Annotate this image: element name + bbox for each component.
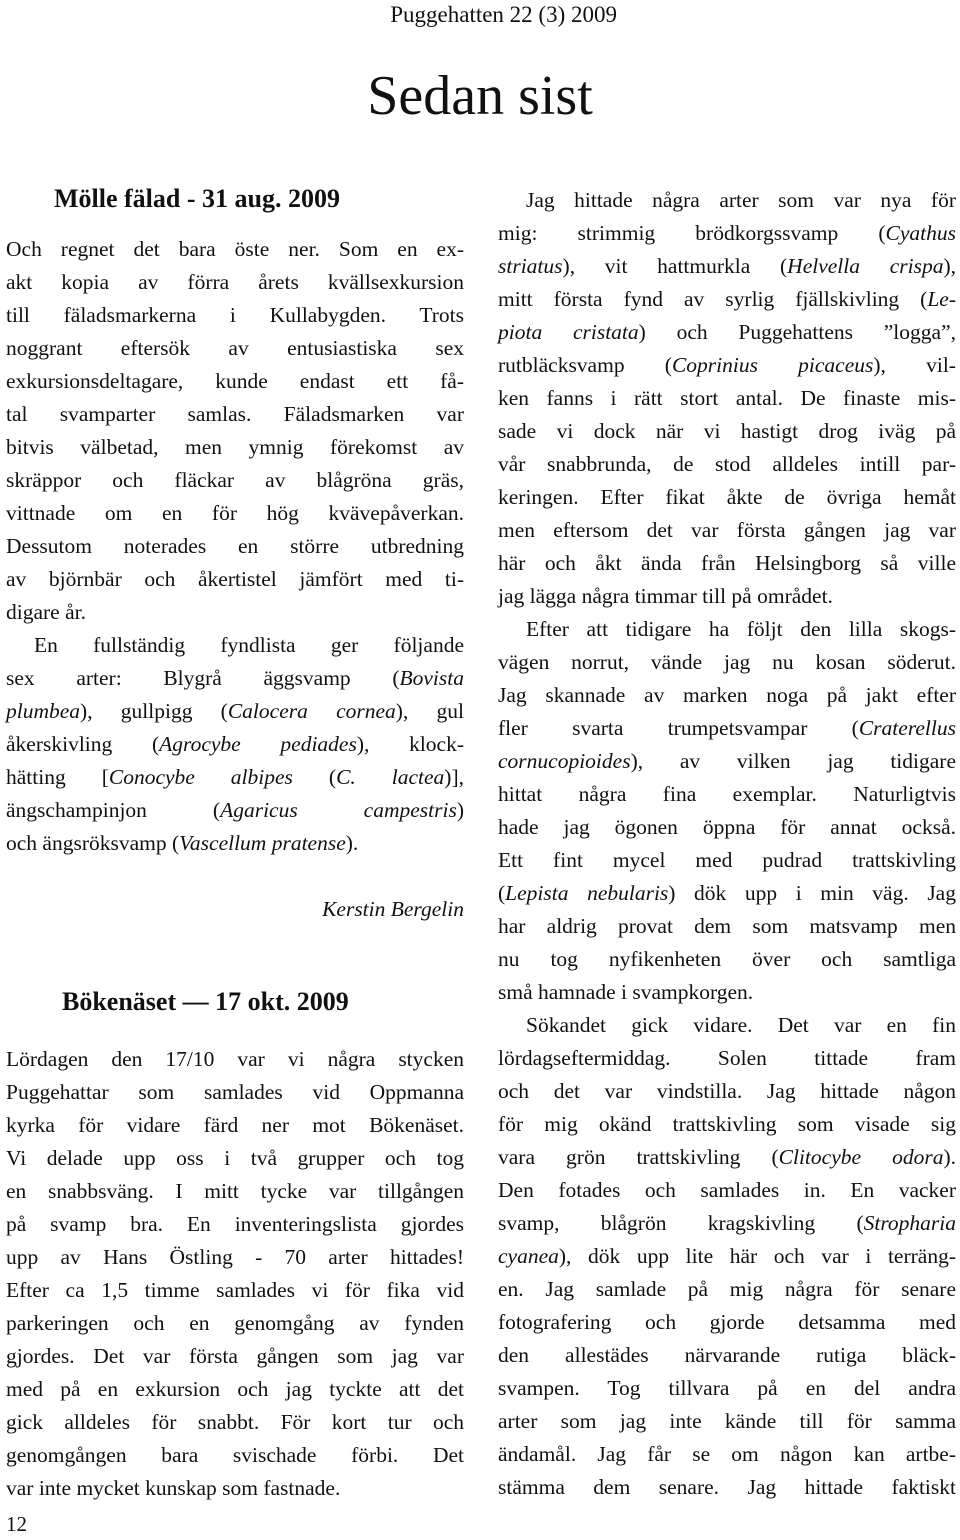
right-line: jag lägga några timmar till på området.	[498, 584, 833, 608]
right-line: ändamål. Jag får se om någon kan artbe-	[498, 1442, 956, 1466]
article1-line: av björnbär och åkertistel jämfört med ti-	[6, 567, 464, 591]
right-line: Ett fint mycel med pudrad trattskivling	[498, 848, 956, 872]
right-line: en. Jag samlade på mig några för senare	[498, 1277, 956, 1301]
right-line: här och åkt ända från Helsingborg så ville	[498, 551, 956, 575]
right-line: striatus), vit hattmurkla (Helvella crispa),	[498, 254, 956, 278]
right-line: piota cristata) och Puggehattens ”logga”,	[498, 320, 956, 344]
article2-line: Puggehattar som samlades vid Oppmanna	[6, 1080, 464, 1104]
article1-line: plumbea), gullpigg (Calocera cornea), gul	[6, 699, 465, 723]
page-number: 12	[6, 1512, 27, 1536]
article1-line: tal svamparter samlas. Fäladsmarken var	[6, 402, 464, 426]
article2-line: med på en exkursion och jag tyckte att det	[6, 1377, 464, 1401]
right-line: vara grön trattskivling (Clitocybe odora).	[498, 1145, 956, 1169]
article1-line: En fullständig fyndlista ger följande	[34, 633, 464, 657]
right-line: men eftersom det var första gången jag var	[498, 518, 956, 542]
article1-title: Mölle fälad - 31 aug. 2009	[54, 184, 340, 213]
right-line: fler svarta trumpetsvampar (Craterellus	[498, 716, 956, 740]
right-line: cyanea), dök upp lite här och var i terräng-	[498, 1244, 956, 1268]
right-line: (Lepista nebularis) dök upp i min väg. Jag	[498, 881, 956, 905]
right-line: Efter att tidigare ha följt den lilla skogs-	[526, 617, 956, 641]
article2-line: kyrka för vidare färd ner mot Bökenäset.	[6, 1113, 464, 1137]
article2-line: gjordes. Det var första gången som jag var	[6, 1344, 464, 1368]
right-line: ken fanns i rätt stort antal. De finaste mis-	[498, 386, 956, 410]
right-line: den allestädes närvarande rutiga bläck-	[498, 1343, 956, 1367]
article1-line: Dessutom noterades en större utbredning	[6, 534, 464, 558]
running-header: Puggehatten 22 (3) 2009	[390, 2, 617, 27]
right-line: nu tog nyfikenheten över och samtliga	[498, 947, 956, 971]
article1-line: sex arter: Blygrå äggsvamp (Bovista	[6, 666, 464, 690]
article1-line: digare år.	[6, 600, 86, 624]
right-line: sade vi dock när vi hastigt drog iväg på	[498, 419, 956, 443]
right-line: fotografering och gjorde detsamma med	[498, 1310, 956, 1334]
article2-line: gick alldeles för snabbt. För kort tur och	[6, 1410, 464, 1434]
article2-line: genomgången bara svischade förbi. Det	[6, 1443, 464, 1467]
right-line: vår snabbrunda, de stod alldeles intill par-	[498, 452, 956, 476]
right-line: hade jag ögonen öppna för annat också.	[498, 815, 956, 839]
right-line: små hamnade i svampkorgen.	[498, 980, 754, 1004]
right-line: cornucopioides), av vilken jag tidigare	[498, 749, 956, 773]
article1-line: vittnade om en för hög kvävepåverkan.	[6, 501, 464, 525]
article1-line: bitvis välbetad, men ymnig förekomst av	[6, 435, 464, 459]
article2-title: Bökenäset — 17 okt. 2009	[62, 987, 349, 1016]
right-line: stämma dem senare. Jag hittade faktiskt	[498, 1475, 956, 1499]
right-line: mig: strimmig brödkorgssvamp (Cyathus	[498, 221, 956, 245]
article1-line: åkerskivling (Agrocybe pediades), klock-	[6, 732, 464, 756]
article1-line: skräppor och fläckar av blågröna gräs,	[6, 468, 464, 492]
right-line: arter som jag inte kände till för samma	[498, 1409, 956, 1433]
article1-line: och ängsröksvamp (Vascellum pratense).	[6, 831, 359, 855]
right-line: mitt första fynd av syrlig fjällskivling (Le-	[498, 287, 956, 311]
right-line: svamp, blågrön kragskivling (Stropharia	[498, 1211, 956, 1235]
right-line: svampen. Tog tillvara på en del andra	[498, 1376, 956, 1400]
article2-line: Vi delade upp oss i två grupper och tog	[6, 1146, 464, 1170]
article1-line: exkursionsdeltagare, kunde endast ett få-	[6, 369, 464, 393]
article2-line: upp av Hans Östling - 70 arter hittades!	[6, 1245, 464, 1269]
article2-line: på svamp bra. En inventeringslista gjordes	[6, 1212, 464, 1236]
article1-author: Kerstin Bergelin	[322, 897, 464, 921]
right-line: keringen. Efter fikat åkte de övriga hemåt	[498, 485, 956, 509]
article1-line: hätting [Conocybe albipes (C. lactea)],	[6, 765, 464, 789]
right-line: har aldrig provat dem som matsvamp men	[498, 914, 956, 938]
article1-line: ängschampinjon (Agaricus campestris)	[6, 798, 465, 822]
right-line: vägen norrut, vände jag nu kosan söderut.	[498, 650, 956, 674]
right-line: Sökandet gick vidare. Det var en fin	[526, 1013, 956, 1037]
article2-line: en snabbsväng. I mitt tycke var tillgången	[6, 1179, 464, 1203]
right-line: Den fotades och samlades in. En vacker	[498, 1178, 956, 1202]
right-line: och det var vindstilla. Jag hittade någon	[498, 1079, 956, 1103]
right-line: för mig okänd trattskivling som visade sig	[498, 1112, 956, 1136]
article1-line: till fäladsmarkerna i Kullabygden. Trots	[6, 303, 464, 327]
article2-line: Efter ca 1,5 timme samlades vi för fika vid	[6, 1278, 464, 1302]
right-line: rutbläcksvamp (Coprinius picaceus), vil-	[498, 353, 956, 377]
right-line: hittat några fina exemplar. Naturligtvis	[498, 782, 956, 806]
right-line: Jag hittade några arter som var nya för	[526, 188, 956, 212]
right-line: Jag skannade av marken noga på jakt efter	[498, 683, 956, 707]
article2-line: var inte mycket kunskap som fastnade.	[6, 1476, 341, 1500]
article2-line: parkeringen och en genomgång av fynden	[6, 1311, 464, 1335]
article1-line: akt kopia av förra årets kvällsexkursion	[6, 270, 464, 294]
article2-line: Lördagen den 17/10 var vi några stycken	[6, 1047, 464, 1071]
page-title: Sedan sist	[367, 65, 593, 127]
right-line: lördagseftermiddag. Solen tittade fram	[498, 1046, 956, 1070]
article1-line: noggrant eftersök av entusiastiska sex	[6, 336, 464, 360]
article1-line: Och regnet det bara öste ner. Som en ex-	[6, 237, 464, 261]
